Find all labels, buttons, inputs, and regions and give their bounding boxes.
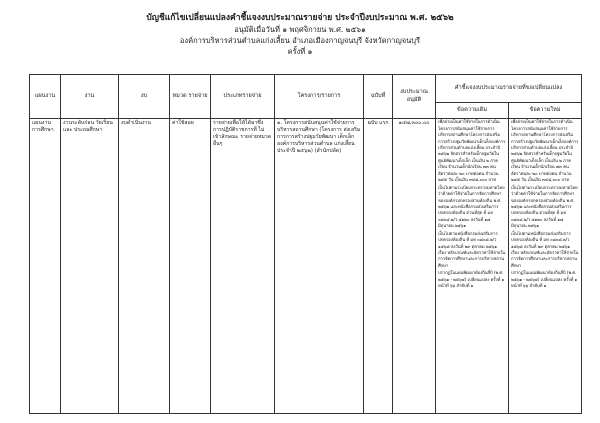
- revision-round: ครั้งที่ ๑: [287, 47, 313, 56]
- col-header-budget: งบ: [119, 75, 170, 119]
- new-text-paragraph: ปรากฏในแผนพัฒนาท้องถิ่นสี่ปี (พ.ศ. ๒๕๖๑ - ๒๕๖๔) เปลี่ยนแปลง ครั้งที่ ๑ หน้าที่ ๖๖ ลำดับที่ ๑: [511, 271, 578, 290]
- cell-category: ค่าใช้สอย: [170, 119, 211, 414]
- cell-page: ฉบับ แรก: [364, 119, 393, 414]
- cell-work: งานระดับก่อน วัยเรียนและ ประถมศึกษา: [61, 119, 119, 414]
- table-row: [30, 119, 582, 414]
- col-header-work: งาน: [61, 75, 119, 119]
- cell-approved-amount: ๑๔๗,๓๐๐.๐๐: [393, 119, 436, 414]
- new-text-paragraph: เป็นไปตามระเบียบกระทรวงมหาดไทยว่าด้วยค่าใช้จ่ายในการจัดการศึกษาขององค์กรปกครองส่วนท้องถิ่น พ.ศ. ๒๕๖๒ และหนังสือกรมส่งเสริมการปกครองท้องถิ่น ด่วนที่สุด ที่ มท ๐๘๐๘.๒/ว ๔๑๒๐ ลงวันที่ ๑๗ มิถุนายน ๒๕๖๑: [511, 185, 578, 230]
- organization-name: องค์การบริหารส่วนตำบลแก่งเสี้ยน อำเภอเมืองกาญจนบุรี จังหวัดกาญจนบุรี: [179, 36, 421, 45]
- old-text-paragraph: เพื่อจ่ายเป็นค่าใช้จ่ายในการดำเนินโครงการสนับสนุนค่าใช้จ่ายการบริหารสถานศึกษาโครงการส่งเสริมการสร้างปฐมวัยพัฒนาเด็กเล็กองค์การบริหารส่วนตำบลแก่งเสี้ยน ประจำปี ๒๕๖๒ จัดสรรสำหรับเด็กปฐมวัยในศูนย์พัฒนาเด็กเล็ก เป็นเงิน ๒ ภาคเรียน จำนวนเด็กนักเรียน ๗๓ คน อัตราคนละ ๒๐ บาทต่อคน จำนวน ๒๔๕ วัน เป็นเงิน ๓๔๘,๐๐๐ บาท: [438, 120, 506, 184]
- cell-old-text: [436, 119, 509, 414]
- col-header-old-text: ข้อความเดิม: [436, 103, 509, 119]
- document-title: บัญชีแก้ไขเปลี่ยนแปลงคำชี้แจงงบประมาณรายจ่าย ประจำปีงบประมาณ พ.ศ. ๒๕๖๒: [146, 13, 454, 23]
- col-header-page: ฉบับที่: [364, 75, 393, 119]
- cell-new-text: [509, 119, 582, 414]
- col-header-plan: แผนงาน: [30, 75, 61, 119]
- new-text-paragraph: เป็นไปตามหนังสือกรมส่งเสริมการปกครองท้องถิ่น ที่ มท ๐๘๐๘.๒/ว ๑๕๖๘ ลงวันที่ ๒๙ ตุลาคม ๒๕๖๑ เรื่อง หลักเกณฑ์และอัตราค่าใช้จ่ายในการจัดการศึกษาและการบริหารสถานศึกษา: [511, 231, 579, 269]
- col-header-approved-amount: งบประมาณ อนุมัติ: [393, 75, 436, 119]
- col-header-expense-type: ประเภทรายจ่าย: [211, 75, 275, 119]
- cell-plan: แผนงาน การศึกษา: [30, 119, 61, 414]
- budget-change-table: [29, 74, 582, 414]
- new-text-paragraph: เพื่อจ่ายเป็นค่าใช้จ่ายในการดำเนินโครงการสนับสนุนค่าใช้จ่ายการบริหารสถานศึกษาโครงการส่งเสริมการสร้างปฐมวัยพัฒนาเด็กเล็กองค์การบริหารส่วนตำบลแก่งเสี้ยน ประจำปี ๒๕๖๒ จัดสรรสำหรับเด็กปฐมวัยในศูนย์พัฒนาเด็กเล็ก เป็นเงิน ๒ ภาคเรียน จำนวนเด็กนักเรียน ๗๓ คน อัตราคนละ ๒๐ บาทต่อคน จำนวน ๒๔๕ วัน เป็นเงิน ๓๔๘,๐๐๐ บาท: [511, 120, 579, 184]
- old-text-paragraph: ปรากฏในแผนพัฒนาท้องถิ่นสี่ปี (พ.ศ. ๒๕๖๑ - ๒๕๖๔) เปลี่ยนแปลง ครั้งที่ ๑ หน้าที่ ๖๖ ลำดับที่ ๑: [438, 271, 505, 290]
- col-header-category: หมวด รายจ่าย: [170, 75, 211, 119]
- old-text-paragraph: เป็นไปตามหนังสือกรมส่งเสริมการปกครองท้องถิ่น ที่ มท ๐๘๐๘.๒/ว ๑๕๖๘ ลงวันที่ ๒๙ ตุลาคม ๒๕๖๑ เรื่อง หลักเกณฑ์และอัตราค่าใช้จ่ายในการจัดการศึกษาและการบริหารสถานศึกษา: [438, 231, 506, 269]
- col-header-project: โครงการ/รายการ: [275, 75, 364, 119]
- col-header-explanation-group: คำชี้แจงงบประมาณรายจ่ายที่ขอเปลี่ยนแปลง: [436, 75, 582, 103]
- col-header-new-text: ข้อความใหม่: [509, 103, 582, 119]
- cell-expense-type: รายจ่ายเพื่อให้ได้มาซึ่ง การปฏิบัติราชการที่ ไม่เข้าลักษณะ รายจ่ายหมวดอื่นๆ: [211, 119, 275, 414]
- cell-budget: งบดำเนินงาน: [119, 119, 170, 414]
- approval-date: อนุมัติเมื่อวันที่ ๑ พฤศจิกายน พ.ศ. ๒๕๖๑: [234, 25, 366, 34]
- cell-project: ๑. โครงการสนับสนุนค่าใช้จ่ายการ บริหารสถานศึกษา (โครงการ ส่งเสริมการการสร้างปฐมวัยพัฒนา เด็กเล็กองค์การบริหารส่วนตำบล แก่งเสี้ยน ประจำปี ๒๕๖๒) (สำนักปลัด): [275, 119, 364, 414]
- old-text-paragraph: เป็นไปตามระเบียบกระทรวงมหาดไทยว่าด้วยค่าใช้จ่ายในการจัดการศึกษาขององค์กรปกครองส่วนท้องถิ่น พ.ศ. ๒๕๖๒ และหนังสือกรมส่งเสริมการปกครองท้องถิ่น ด่วนที่สุด ที่ มท ๐๘๐๘.๒/ว ๔๑๒๐ ลงวันที่ ๑๗ มิถุนายน ๒๕๖๑: [438, 185, 505, 230]
